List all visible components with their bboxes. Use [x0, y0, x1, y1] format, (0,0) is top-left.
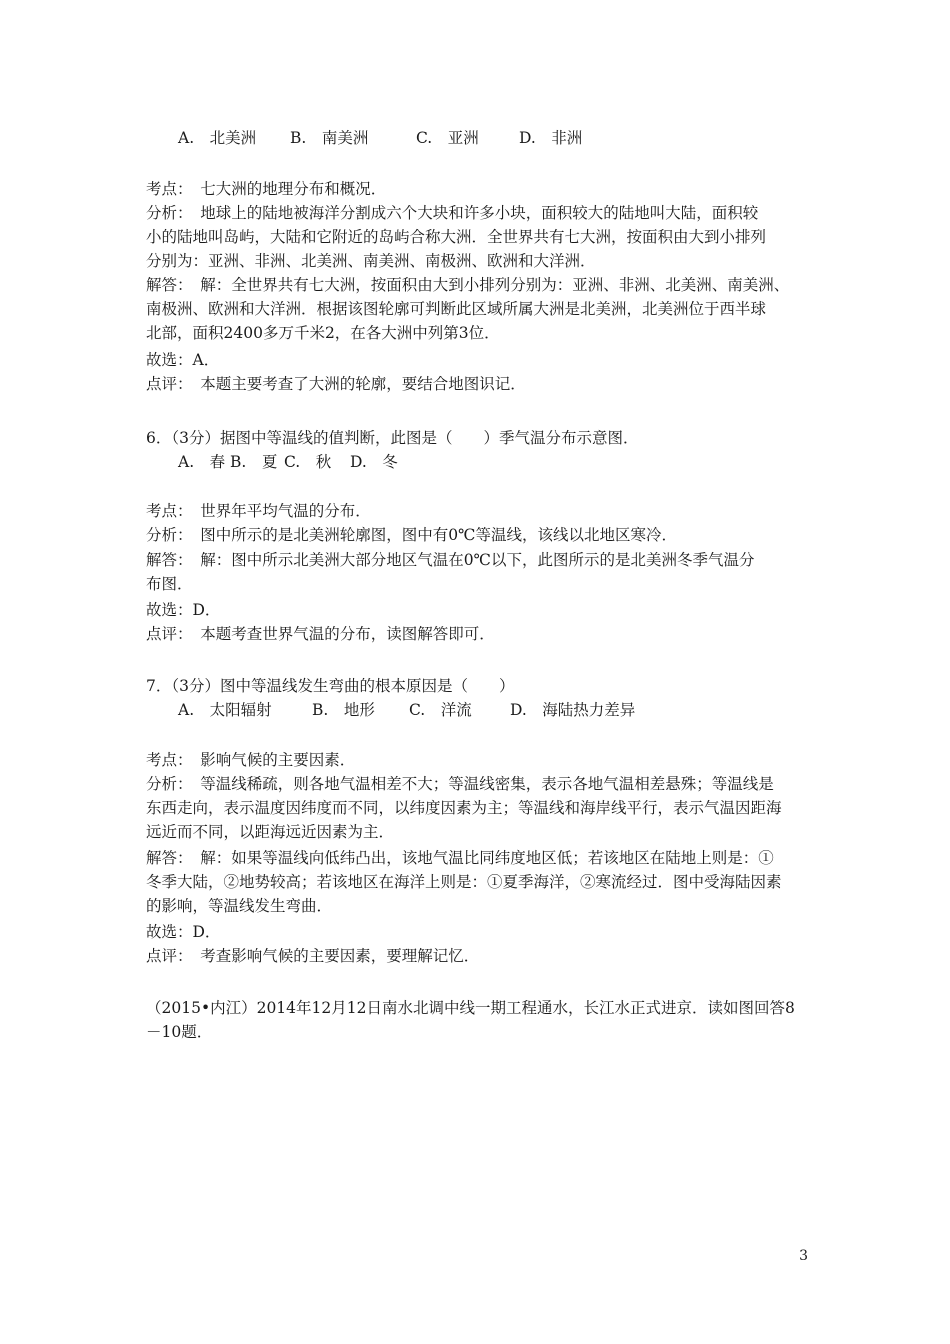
q6-fenxi-line: 分析： 图中所示的是北美洲轮廓图，图中有0℃等温线，该线以北地区寒冷．	[146, 526, 677, 544]
q5-jieda-line: 南极洲、欧洲和大洋洲．根据该图轮廓可判断此区域所属大洲是北美洲，北美洲位于西半球	[146, 300, 767, 318]
q7-options	[178, 698, 635, 722]
q5-option-c: C. 亚洲	[416, 129, 479, 147]
q7-dianping: 点评： 考查影响气候的主要因素，要理解记忆．	[146, 947, 480, 965]
q5-option-d: D. 非洲	[519, 129, 583, 147]
intro-line: （2015•内江）2014年12月12日南水北调中线一期工程通水，长江水正式进京．读如图回答8	[146, 999, 795, 1017]
page-number: 3	[799, 1248, 808, 1264]
q5-fenxi-line: 分析： 地球上的陆地被海洋分割成六个大块和许多小块，面积较大的陆地叫大陆，面积较	[146, 204, 759, 222]
q6-jieda-line: 解答： 解：图中所示北美洲大部分地区气温在0℃以下，此图所示的是北美洲冬季气温分	[146, 551, 755, 569]
intro-line: －10题．	[146, 1023, 213, 1041]
q5-fenxi-line: 分别为：亚洲、非洲、北美洲、南美洲、南极洲、欧洲和大洋洲．	[146, 252, 596, 270]
q7-option-b: B. 地形	[312, 701, 375, 719]
q7-option-d: D. 海陆热力差异	[510, 701, 636, 719]
q5-guxuan: 故选：A．	[146, 351, 220, 369]
q5-fenxi-line: 小的陆地叫岛屿，大陆和它附近的岛屿合称大洲．全世界共有七大洲，按面积由大到小排列	[146, 228, 767, 246]
q7-fenxi-line: 远近而不同，以距海远近因素为主．	[146, 823, 395, 841]
q5-option-a: A. 北美洲	[178, 129, 257, 147]
q6-stem: 6．（3分）据图中等温线的值判断，此图是（ ）季气温分布示意图．	[146, 429, 639, 447]
q7-kaodian: 考点： 影响气候的主要因素．	[146, 751, 356, 769]
q7-jieda-line: 的影响，等温线发生弯曲．	[146, 897, 333, 915]
q6-kaodian: 考点： 世界年平均气温的分布．	[146, 502, 371, 520]
q7-stem: 7．（3分）图中等温线发生弯曲的根本原因是（ ）	[146, 677, 515, 695]
q5-jieda-line: 解答： 解：全世界共有七大洲，按面积由大到小排列分别为：亚洲、非洲、北美洲、南美洲、	[146, 276, 790, 294]
q6-option-a: A. 春	[178, 453, 226, 471]
q5-options	[178, 126, 582, 150]
q6-dianping: 点评： 本题考查世界气温的分布，读图解答即可．	[146, 625, 495, 643]
q6-jieda-line: 布图．	[146, 575, 193, 593]
q5-kaodian: 考点： 七大洲的地理分布和概况．	[146, 180, 387, 198]
q7-option-c: C. 洋流	[409, 701, 472, 719]
q7-guxuan: 故选：D．	[146, 923, 221, 941]
q6-guxuan: 故选：D．	[146, 601, 221, 619]
q6-option-b: B. 夏	[230, 453, 278, 471]
q5-dianping: 点评： 本题主要考查了大洲的轮廓，要结合地图识记．	[146, 375, 526, 393]
q5-jieda-line: 北部，面积2400多万千米2，在各大洲中列第3位．	[146, 324, 500, 342]
q7-fenxi-line: 分析： 等温线稀疏，则各地气温相差不大；等温线密集，表示各地气温相差悬殊；等温线是	[146, 775, 774, 793]
q7-jieda-line: 解答： 解：如果等温线向低纬凸出，该地气温比同纬度地区低；若该地区在陆地上则是：①	[146, 849, 774, 867]
q7-jieda-line: 冬季大陆，②地势较高；若该地区在海洋上则是：①夏季海洋，②寒流经过．图中受海陆因素	[146, 873, 782, 891]
q5-option-b: B. 南美洲	[290, 129, 369, 147]
q6-options	[178, 450, 398, 474]
q7-option-a: A. 太阳辐射	[178, 701, 272, 719]
q6-option-c: C. 秋	[284, 453, 332, 471]
q7-fenxi-line: 东西走向，表示温度因纬度而不同，以纬度因素为主；等温线和海岸线平行，表示气温因距海	[146, 799, 782, 817]
q6-option-d: D. 冬	[350, 453, 398, 471]
